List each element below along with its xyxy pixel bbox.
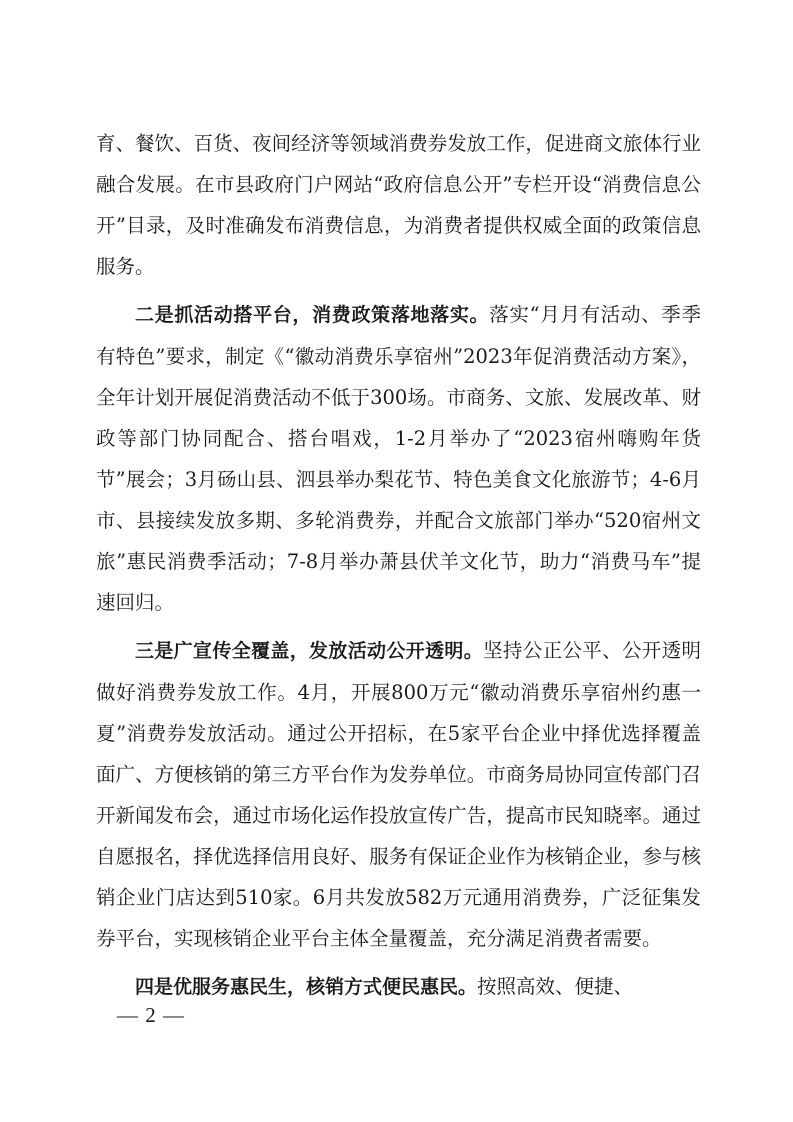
paragraph-4-text: 按照高效、便捷、 xyxy=(477,975,634,998)
document-body xyxy=(96,123,701,1008)
paragraph-1 xyxy=(96,123,701,287)
paragraph-3-heading: 三是广宣传全覆盖，发放活动公开透明。 xyxy=(135,640,484,662)
page-number: — 2 — xyxy=(117,1003,185,1027)
paragraph-1-text: 育、餐饮、百货、夜间经济等领域消费券发放工作，促进商文旅体行业融合发展。在市县政府门户网站“政府信息公开”专栏开设“消费信息公开”目录，及时准确发布消费信息，为消费者提供权威全面的政策信息服务。 xyxy=(96,132,701,278)
paragraph-2-heading: 二是抓活动搭平台，消费政策落地落实。 xyxy=(135,304,490,326)
paragraph-3 xyxy=(96,630,701,959)
paragraph-4-heading: 四是优服务惠民生，核销方式便民惠民。 xyxy=(135,976,478,998)
paragraph-2 xyxy=(96,294,701,623)
paragraph-4 xyxy=(96,966,701,1008)
paragraph-3-text: 坚持公正公平、公开透明做好消费券发放工作。4月，开展800万元“徽动消费乐享宿州约惠一夏”消费券发放活动。通过公开招标，在5家平台企业中择优选择覆盖面广、方便核销的第三方平台作为发券单位。市商务局协同宣传部门召开新闻发布会，通过市场化运作投放宣传广告，提高市民知晓率。通过自愿报名，择优选择信用良好、服务有保证企业作为核销企业，参与核销企业门店达到510家。6月共发放582万元通用消费券，广泛征集发券平台，实现核销企业平台主体全量覆盖，充分满足消费者需要。 xyxy=(96,639,701,950)
paragraph-2-text: 落实“月月有活动、季季有特色”要求，制定《“徽动消费乐享宿州”2023年促消费活动方案》，全年计划开展促消费活动不低于300场。市商务、文旅、发展改革、财政等部门协同配合、搭台唱戏，1-2月举办了“2023宿州嗨购年货节”展会；3月砀山县、泗县举办梨花节、特色美食文化旅游节；4-6月市、县接续发放多期、多轮消费券，并配合文旅部门举办“520宿州文旅”惠民消费季活动；7-8月举办萧县伏羊文化节，助力“消费马车”提速回归。 xyxy=(96,303,701,614)
